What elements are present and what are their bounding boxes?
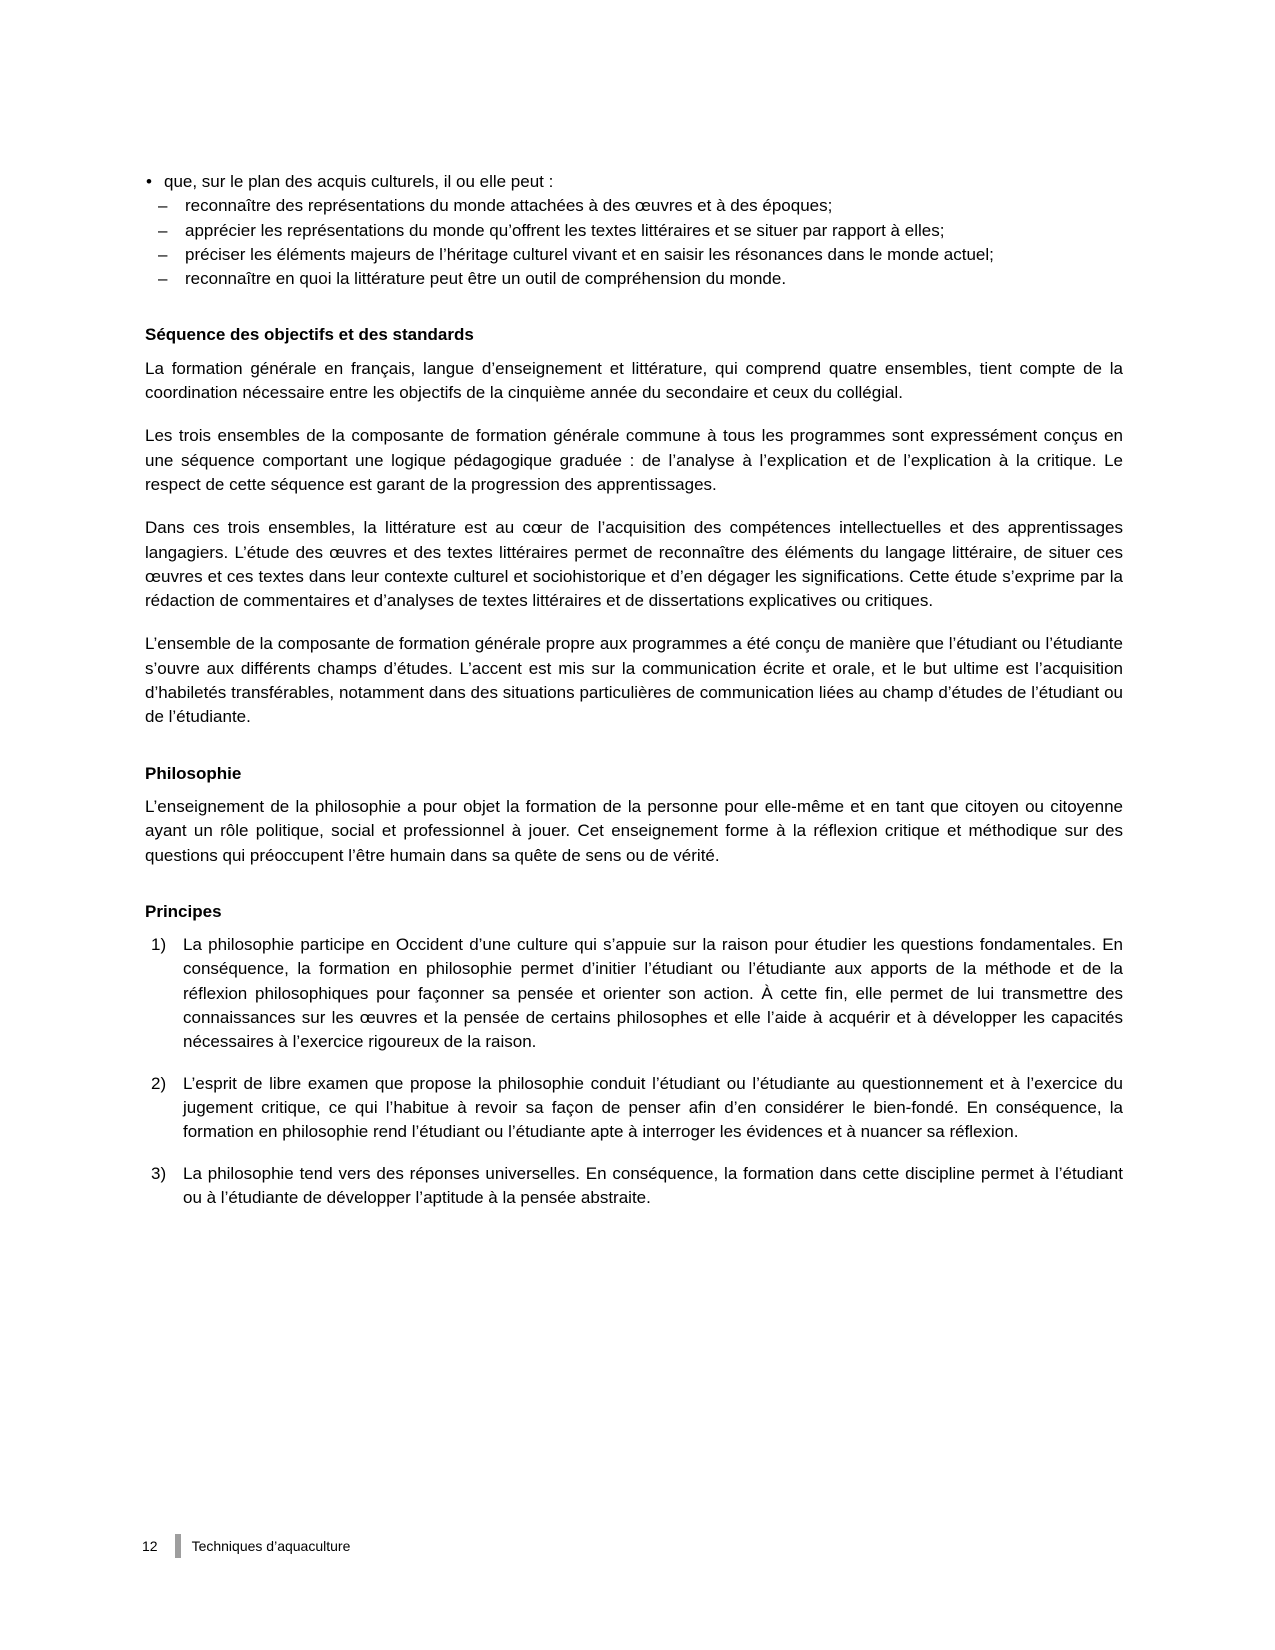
section-heading-principes: Principes — [145, 901, 222, 921]
paragraph: L’ensemble de la composante de formation générale propre aux programmes a été conçu de manière que l’étudiant ou l’étudiante s’ouvre aux différents champs d’études. L’accent est mis sur la communication écrite et orale, et le but ultime est l’acquisition d’habiletés transférables, notamment dans des situations particulières de communication liées au champ d’études de l’étudiant ou de l’étudiante. — [145, 634, 1123, 727]
bullet-marker: • — [146, 172, 152, 191]
footer-document-title: Techniques d’aquaculture — [191, 1538, 351, 1554]
list-item-text: L’esprit de libre examen que propose la philosophie conduit l’étudiant ou l’étudiante au questionnement et à l’exercice du jugement critique, ce qui l’habitue à revoir sa façon de penser afin d’en considérer le bien-fondé. En conséquence, la formation en philosophie rend l’étudiant ou l’étudiante apte à interroger les évidences et à nuancer sa réflexion. — [183, 1073, 1123, 1142]
list-item-text: que, sur le plan des acquis culturels, il ou elle peut : — [164, 172, 554, 191]
dash-marker: – — [158, 244, 168, 264]
list-item — [145, 194, 1123, 218]
list-item-text: reconnaître des représentations du monde attachées à des œuvres et à des époques; — [185, 196, 833, 216]
page-content — [145, 170, 1123, 1210]
dash-marker: – — [158, 220, 168, 240]
paragraph: Dans ces trois ensembles, la littérature est au cœur de l’acquisition des compétences intellectuelles et des apprentissages langagiers. L’étude des œuvres et des textes littéraires permet de reconnaître des éléments du langage littéraire, de situer ces œuvres et ces textes dans leur contexte culturel et sociohistorique et d’en dégager les significations. Cette étude s’exprime par la rédaction de commentaires et d’analyses de textes littéraires et de dissertations explicatives ou critiques. — [145, 518, 1123, 611]
list-item-text: La philosophie participe en Occident d’une culture qui s’appuie sur la raison pour étudier les questions fondamentales. En conséquence, la formation en philosophie permet d’initier l’étudiant ou l’étudiante aux apports de la méthode et de la réflexion philosophiques pour façonner sa pensée et orienter son action. À cette fin, elle permet de lui transmettre des connaissances sur les œuvres et la pensée de certains philosophes et elle l’aide à acquérir et à développer les capacités nécessaires à l’exercice rigoureux de la raison. — [183, 935, 1123, 1052]
page-footer — [142, 1534, 350, 1558]
list-item-text: reconnaître en quoi la littérature peut être un outil de compréhension du monde. — [185, 269, 787, 289]
footer-divider-bar — [175, 1534, 181, 1558]
section-heading-sequence: Séquence des objectifs et des standards — [145, 325, 474, 345]
paragraph: La formation générale en français, langue d’enseignement et littérature, qui comprend quatre ensembles, tient compte de la coordination nécessaire entre les objectifs de la cinquième année du secondaire et ceux du collégial. — [145, 358, 1123, 403]
list-item — [145, 219, 1123, 243]
page-number: 12 — [142, 1538, 158, 1554]
number-marker: 2) — [151, 1073, 167, 1093]
list-item — [145, 170, 1123, 194]
list-item-text: La philosophie tend vers des réponses universelles. En conséquence, la formation dans cette discipline permet à l’étudiant ou à l’étudiante de développer l’aptitude à la pensée abstraite. — [183, 1163, 1123, 1207]
paragraph: Les trois ensembles de la composante de formation générale commune à tous les programmes sont expressément conçus en une séquence comportant une logique pédagogique graduée : de l’analyse à l’explication et de l’explication à la critique. Le respect de cette séquence est garant de la progression des apprentissages. — [145, 426, 1123, 494]
number-marker: 3) — [151, 1163, 167, 1183]
list-item-text: apprécier les représentations du monde qu’offrent les textes littéraires et se situer par rapport à elles; — [185, 220, 945, 240]
list-item-text: préciser les éléments majeurs de l’héritage culturel vivant et en saisir les résonances dans le monde actuel; — [185, 244, 994, 264]
list-item — [145, 267, 1123, 291]
dash-marker: – — [158, 269, 168, 289]
paragraph: L’enseignement de la philosophie a pour objet la formation de la personne pour elle-même et en tant que citoyen ou citoyenne ayant un rôle politique, social et professionnel à jouer. Cet enseignement forme à la réflexion critique et méthodique sur des questions qui préoccupent l’être humain dans sa quête de sens ou de vérité. — [145, 796, 1123, 865]
number-marker: 1) — [151, 935, 167, 955]
numbered-list-item — [145, 1162, 1123, 1211]
dash-marker: – — [158, 196, 168, 216]
list-item — [145, 243, 1123, 267]
numbered-list-item — [145, 933, 1123, 1054]
section-heading-philosophie: Philosophie — [145, 763, 242, 783]
numbered-list-item — [145, 1072, 1123, 1145]
